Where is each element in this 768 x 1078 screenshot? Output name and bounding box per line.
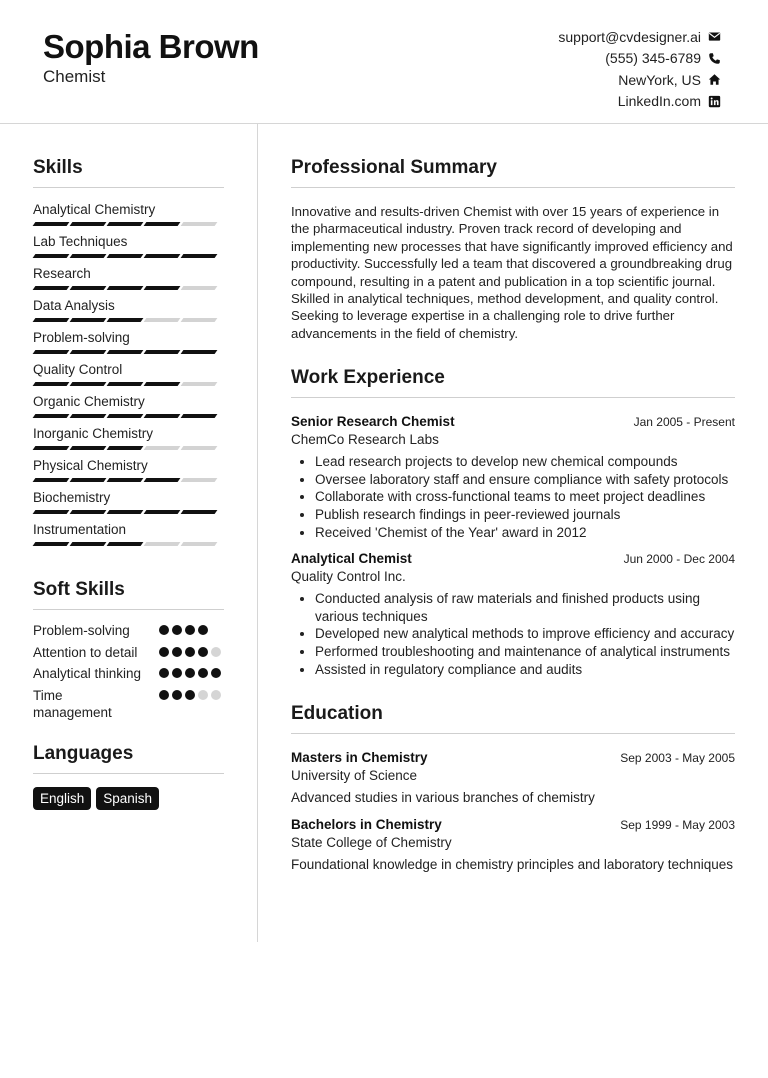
skill-item bbox=[33, 330, 224, 362]
skill-rating bbox=[34, 382, 224, 386]
skill-item bbox=[33, 426, 224, 458]
contact-email[interactable] bbox=[558, 26, 721, 48]
skill-rating bbox=[34, 318, 224, 322]
education-entry bbox=[291, 749, 735, 807]
contact-email-text[interactable]: support@cvdesigner.ai bbox=[558, 28, 701, 45]
rating-dot bbox=[198, 625, 208, 635]
rating-dot bbox=[211, 647, 221, 657]
education-school: University of Science bbox=[291, 768, 418, 784]
rating-bar bbox=[144, 478, 181, 482]
rating-bar bbox=[70, 414, 107, 418]
education-description: Advanced studies in various branches of chemistry bbox=[291, 790, 595, 806]
skill-rating bbox=[34, 542, 224, 546]
summary-heading: Professional Summary bbox=[291, 156, 735, 188]
soft-skill-name: Problem-solving bbox=[33, 623, 130, 638]
rating-bar bbox=[107, 318, 144, 322]
rating-bar bbox=[107, 510, 144, 514]
rating-bar bbox=[181, 286, 218, 290]
rating-bar bbox=[181, 510, 218, 514]
job-title: Analytical Chemist bbox=[291, 551, 412, 567]
job-bullet: • Developed new analytical methods to improve efficiency and accuracy bbox=[315, 625, 735, 643]
soft-skills-list bbox=[33, 622, 224, 722]
skills-heading: Skills bbox=[33, 156, 224, 188]
rating-bar bbox=[70, 446, 107, 450]
job-entry bbox=[291, 413, 735, 541]
contact-list bbox=[558, 26, 721, 112]
job-company: ChemCo Research Labs bbox=[291, 432, 439, 448]
rating-dot bbox=[172, 668, 182, 678]
phone-icon bbox=[707, 51, 721, 65]
rating-bar bbox=[107, 414, 144, 418]
skill-rating bbox=[34, 510, 224, 514]
skill-name: Analytical Chemistry bbox=[33, 202, 156, 217]
skill-name: Problem-solving bbox=[33, 330, 130, 345]
job-bullet: • Publish research findings in peer-reviewed journals bbox=[315, 506, 735, 524]
rating-bar bbox=[33, 414, 70, 418]
soft-skill-item bbox=[33, 622, 224, 640]
rating-bar bbox=[144, 414, 181, 418]
soft-skill-name: Attention to detail bbox=[33, 644, 138, 660]
rating-bar bbox=[144, 510, 181, 514]
rating-dot bbox=[159, 625, 169, 635]
rating-bar bbox=[144, 350, 181, 354]
summary-text: Innovative and results-driven Chemist with over 15 years of experience in the pharmaceutical industry. Proven track record of developing and implementing new processes that have significantly improved efficiency and productivity. Successfully led a team that discovered a groundbreaking drug compound, resulting in a patent and publication in a top scientific journal. Skilled in analytical techniques, method development, and quality control. Seeking to leverage expertise in a challenging role to drive further advancements in the field of chemistry. bbox=[291, 204, 733, 341]
rating-bar bbox=[107, 254, 144, 258]
rating-dot bbox=[185, 690, 195, 700]
rating-bar bbox=[70, 478, 107, 482]
rating-bar bbox=[33, 286, 70, 290]
rating-bar bbox=[144, 254, 181, 258]
rating-bar bbox=[144, 222, 181, 226]
job-bullet: • Collaborate with cross-functional teams to meet project deadlines bbox=[315, 488, 735, 506]
education-list bbox=[291, 749, 735, 874]
skill-item bbox=[33, 298, 224, 330]
rating-bar bbox=[181, 478, 218, 482]
skill-rating bbox=[34, 350, 224, 354]
rating-bar bbox=[181, 446, 218, 450]
contact-linkedin-text[interactable]: LinkedIn.com bbox=[617, 93, 701, 110]
job-title: Senior Research Chemist bbox=[291, 414, 455, 430]
job-bullet: • Received 'Chemist of the Year' award in 2012 bbox=[315, 524, 735, 542]
rating-dot bbox=[159, 647, 169, 657]
rating-bar bbox=[107, 222, 144, 226]
rating-bar bbox=[144, 286, 181, 290]
skill-name: Quality Control bbox=[33, 362, 123, 377]
main-column bbox=[291, 156, 735, 874]
rating-dot bbox=[159, 668, 169, 678]
rating-bar bbox=[107, 286, 144, 290]
rating-bar bbox=[33, 510, 70, 514]
job-bullet: • Performed troubleshooting and maintenance of analytical instruments bbox=[315, 643, 735, 661]
rating-bar bbox=[33, 542, 70, 546]
job-company: Quality Control Inc. bbox=[291, 569, 406, 585]
job-bullet: • Assisted in regulatory compliance and audits bbox=[315, 661, 735, 679]
skill-item bbox=[33, 266, 224, 298]
envelope-icon bbox=[707, 30, 721, 44]
skill-name: Biochemistry bbox=[33, 490, 111, 505]
experience-heading: Work Experience bbox=[291, 366, 735, 398]
skill-item bbox=[33, 490, 224, 522]
rating-bar bbox=[33, 382, 70, 386]
sidebar bbox=[33, 156, 224, 810]
skill-item bbox=[33, 202, 224, 234]
rating-bar bbox=[181, 382, 218, 386]
education-degree: Masters in Chemistry bbox=[291, 750, 428, 766]
skill-item bbox=[33, 458, 224, 490]
rating-bar bbox=[33, 222, 70, 226]
skill-rating bbox=[34, 414, 224, 418]
contact-location-text: NewYork, US bbox=[618, 71, 701, 88]
rating-dot bbox=[185, 668, 195, 678]
rating-bar bbox=[70, 510, 107, 514]
skill-name: Physical Chemistry bbox=[33, 458, 148, 473]
soft-skill-item bbox=[33, 665, 224, 683]
rating-dot bbox=[198, 668, 208, 678]
job-bullet: • Conducted analysis of raw materials and finished products using various techniques bbox=[315, 590, 735, 625]
rating-dot bbox=[198, 647, 208, 657]
rating-bar bbox=[70, 318, 107, 322]
contact-linkedin[interactable] bbox=[558, 91, 721, 113]
contact-location bbox=[558, 69, 721, 91]
skill-name: Instrumentation bbox=[33, 522, 127, 537]
job-entry bbox=[291, 550, 735, 678]
rating-bar bbox=[70, 286, 107, 290]
skill-item bbox=[33, 234, 224, 266]
education-description: Foundational knowledge in chemistry principles and laboratory techniques bbox=[291, 857, 734, 873]
rating-bar bbox=[70, 350, 107, 354]
education-entry bbox=[291, 816, 735, 874]
skill-rating bbox=[34, 446, 224, 450]
rating-bar bbox=[181, 542, 218, 546]
skill-rating bbox=[34, 478, 224, 482]
skill-rating bbox=[34, 254, 224, 258]
rating-bar bbox=[33, 318, 70, 322]
rating-dot bbox=[211, 690, 221, 700]
education-school: State College of Chemistry bbox=[291, 835, 452, 851]
soft-skill-rating bbox=[159, 622, 224, 640]
candidate-name: Sophia Brown bbox=[43, 28, 259, 65]
rating-dot bbox=[172, 647, 182, 657]
rating-bar bbox=[107, 542, 144, 546]
experience-list bbox=[291, 413, 735, 678]
rating-bar bbox=[107, 350, 144, 354]
soft-skill-name: Time management bbox=[33, 687, 112, 720]
resume-header bbox=[0, 0, 768, 124]
rating-bar bbox=[181, 318, 218, 322]
rating-bar bbox=[70, 542, 107, 546]
skills-list bbox=[33, 202, 224, 554]
rating-bar bbox=[181, 254, 218, 258]
home-icon bbox=[707, 73, 721, 87]
soft-skill-name: Analytical thinking bbox=[33, 666, 142, 681]
education-header bbox=[291, 749, 735, 766]
job-date: Jun 2000 - Dec 2004 bbox=[623, 552, 735, 567]
job-bullet: • Oversee laboratory staff and ensure compliance with safety protocols bbox=[315, 471, 735, 489]
soft-skill-rating bbox=[159, 644, 224, 662]
soft-skills-heading: Soft Skills bbox=[33, 578, 224, 610]
rating-bar bbox=[181, 414, 218, 418]
rating-bar bbox=[107, 382, 144, 386]
skill-rating bbox=[34, 286, 224, 290]
skill-name: Organic Chemistry bbox=[33, 394, 145, 409]
rating-bar bbox=[107, 478, 144, 482]
job-header bbox=[291, 413, 735, 430]
rating-bar bbox=[70, 382, 107, 386]
soft-skill-item bbox=[33, 687, 224, 722]
rating-bar bbox=[181, 350, 218, 354]
skill-name: Data Analysis bbox=[33, 298, 115, 313]
rating-dot bbox=[185, 647, 195, 657]
job-date: Jan 2005 - Present bbox=[633, 415, 735, 430]
job-bullets bbox=[291, 590, 735, 678]
rating-bar bbox=[70, 222, 107, 226]
skill-name: Research bbox=[33, 266, 91, 281]
rating-bar bbox=[33, 478, 70, 482]
skill-item bbox=[33, 522, 224, 554]
soft-skill-rating bbox=[159, 687, 224, 722]
rating-dot bbox=[198, 690, 208, 700]
job-bullets bbox=[291, 453, 735, 541]
candidate-title: Chemist bbox=[43, 67, 106, 86]
contact-phone-text[interactable]: (555) 345-6789 bbox=[605, 50, 701, 67]
linkedin-icon bbox=[707, 94, 721, 108]
education-header bbox=[291, 816, 735, 833]
soft-skill-item bbox=[33, 644, 224, 662]
rating-bar bbox=[33, 254, 70, 258]
rating-bar bbox=[144, 382, 181, 386]
education-heading: Education bbox=[291, 702, 735, 734]
education-date: Sep 2003 - May 2005 bbox=[620, 751, 735, 766]
rating-dot bbox=[159, 690, 169, 700]
rating-bar bbox=[144, 318, 181, 322]
skill-rating bbox=[34, 222, 224, 226]
rating-bar bbox=[144, 446, 181, 450]
column-divider bbox=[257, 124, 258, 942]
job-bullet: • Lead research projects to develop new chemical compounds bbox=[315, 453, 735, 471]
rating-bar bbox=[181, 222, 218, 226]
skill-name: Lab Techniques bbox=[33, 234, 128, 249]
skill-item bbox=[33, 394, 224, 426]
rating-dot bbox=[185, 625, 195, 635]
rating-bar bbox=[33, 350, 70, 354]
language-badge: English bbox=[33, 787, 91, 810]
skill-name: Inorganic Chemistry bbox=[33, 426, 154, 441]
rating-dot bbox=[172, 625, 182, 635]
job-header bbox=[291, 550, 735, 567]
skill-item bbox=[33, 362, 224, 394]
rating-dot bbox=[211, 668, 221, 678]
rating-bar bbox=[107, 446, 144, 450]
rating-bar bbox=[144, 542, 181, 546]
education-date: Sep 1999 - May 2003 bbox=[620, 818, 735, 833]
contact-phone[interactable] bbox=[558, 48, 721, 70]
rating-bar bbox=[70, 254, 107, 258]
language-badge: Spanish bbox=[96, 787, 159, 810]
languages-list bbox=[33, 787, 224, 810]
education-degree: Bachelors in Chemistry bbox=[291, 817, 442, 833]
rating-dot bbox=[172, 690, 182, 700]
languages-heading: Languages bbox=[33, 742, 224, 774]
rating-bar bbox=[33, 446, 70, 450]
soft-skill-rating bbox=[159, 665, 224, 683]
